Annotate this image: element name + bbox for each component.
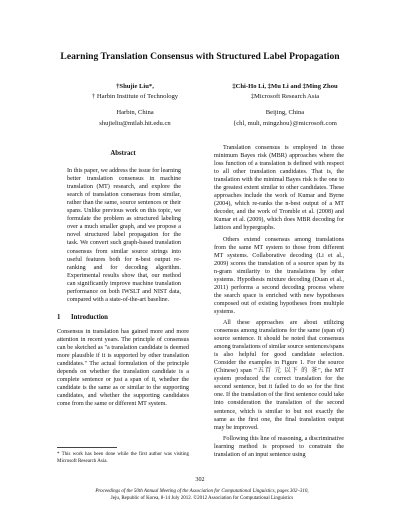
author-city-left: Harbin, China (116, 109, 154, 117)
author-affiliation-right: ‡Microsoft Research Asia (250, 93, 320, 101)
body-paragraph-1: Translation consensus is employed in those minimum Bayes risk (MBR) approaches where the loss function of a translation is defined with respect to all other translation candidates. That is, the translation with the minimal Bayes risk is the one to the greatest extent similar to other candidates. These approaches include the work of Kumar and Byrne (2004), which re-ranks the n-best output of a MT decoder, and the work of Tromble et al. (2008) and Kumar et al. (2009), which does MBR decoding for lattices and hypergraphs. (214, 145, 344, 232)
author-email-left: shujieliu@mtlab.hit.edu.cn (99, 119, 171, 127)
section-title: Introduction (71, 313, 108, 321)
author-name-left: †Shujie Liu*, (116, 83, 154, 90)
proceedings-line-2: Jeju, Republic of Korea, 8-14 July 2012. ©2012 Association for Computational Linguistics (110, 495, 294, 501)
author-city-right: Beijing, China (265, 109, 305, 117)
proceedings-footer (57, 489, 347, 502)
author-affiliation-left: † Harbin Institute of Technology (91, 93, 179, 101)
footnote: * This work has been done while the first author was visiting Microsoft Research Asia. (57, 452, 189, 464)
intro-paragraph: Consensus in translation has gained more and more attention in recent years. The principle of consensus can be sketched as "a translation candidate is deemed more plausible if it is supported by other translation candidates." The actual formulation of the principle depends on whether the translation candidate is a complete sentence or just a span of it, whether the candidate is the same as or similar to the supporting candidates, and whether the supporting candidates come from the same or different MT system. (57, 328, 189, 408)
right-column (214, 144, 344, 459)
page-number: 302 (195, 476, 205, 483)
author-block-left (80, 82, 190, 129)
author-email-right: {chl, muli, mingzhou}@microsoft.com (233, 119, 337, 127)
body-paragraph-4: Following this line of reasoning, a discriminative learning method is proposed to constrain the translation of an input sentence using (214, 435, 344, 458)
body-paragraph-2: Others extend consensus among translations from the same MT system to those from different MT systems. Collaborative decoding (Li et al., 2009) scores the translation of a source span by its n-gram similarity to the translations by other systems. Hypothesis mixture decoding (Duan et al., 2011) performs a second decoding process where the search space is enriched with new hypotheses composed out of existing hypotheses from multiple systems. (214, 236, 344, 315)
author-name-right: ‡Chi-Ho Li, ‡Mu Li and ‡Ming Zhou (232, 83, 338, 90)
body-paragraph-3: All these approaches are about utilizing consensus among translations for the same (span of) source sentence. It should be noted that consensus among translations of similar source sentences/spans is also helpful for good candidate selection. Consider the examples in Figure 1. For the source (Chinese) span "五百 元 以下 的 茶", the MT system produced the correct translation for the second sentence, but it failed to do so for the first one. If the translation of the first sentence could take into consideration the translation of the second sentence, which is similar to but not exactly the same as the first one, the final translation output may be improved. (214, 319, 344, 431)
left-column (57, 150, 189, 408)
footnote-divider (57, 447, 117, 448)
abstract-text: In this paper, we address the issue for learning better translation consensus in machine translation (MT) research, and explore the search of translation consensus from similar, rather than the same, source sentences or their spans. Unlike previous work on this topic, we formulate the problem as structured labeling over a much smaller graph, and we propose a novel structured label propagation for the task. We convert such graph-based translation consensus from similar source strings into useful features both for n-best output re-ranking and for decoding algorithm. Experimental results show that, our method can significantly improve machine translation performance on both IWSLT and NIST data, compared with a state-of-the-art baseline. (67, 168, 181, 303)
author-block-right (225, 82, 345, 129)
section-heading (57, 314, 189, 322)
proceedings-line-1: Proceedings of the 50th Annual Meeting of the Association for Computational Linguistics, pages 302–310, (95, 489, 309, 494)
abstract-heading: Abstract (110, 150, 136, 157)
section-number: 1 (57, 313, 61, 321)
paper-title: Learning Translation Consensus with Structured Label Propagation (60, 51, 340, 62)
